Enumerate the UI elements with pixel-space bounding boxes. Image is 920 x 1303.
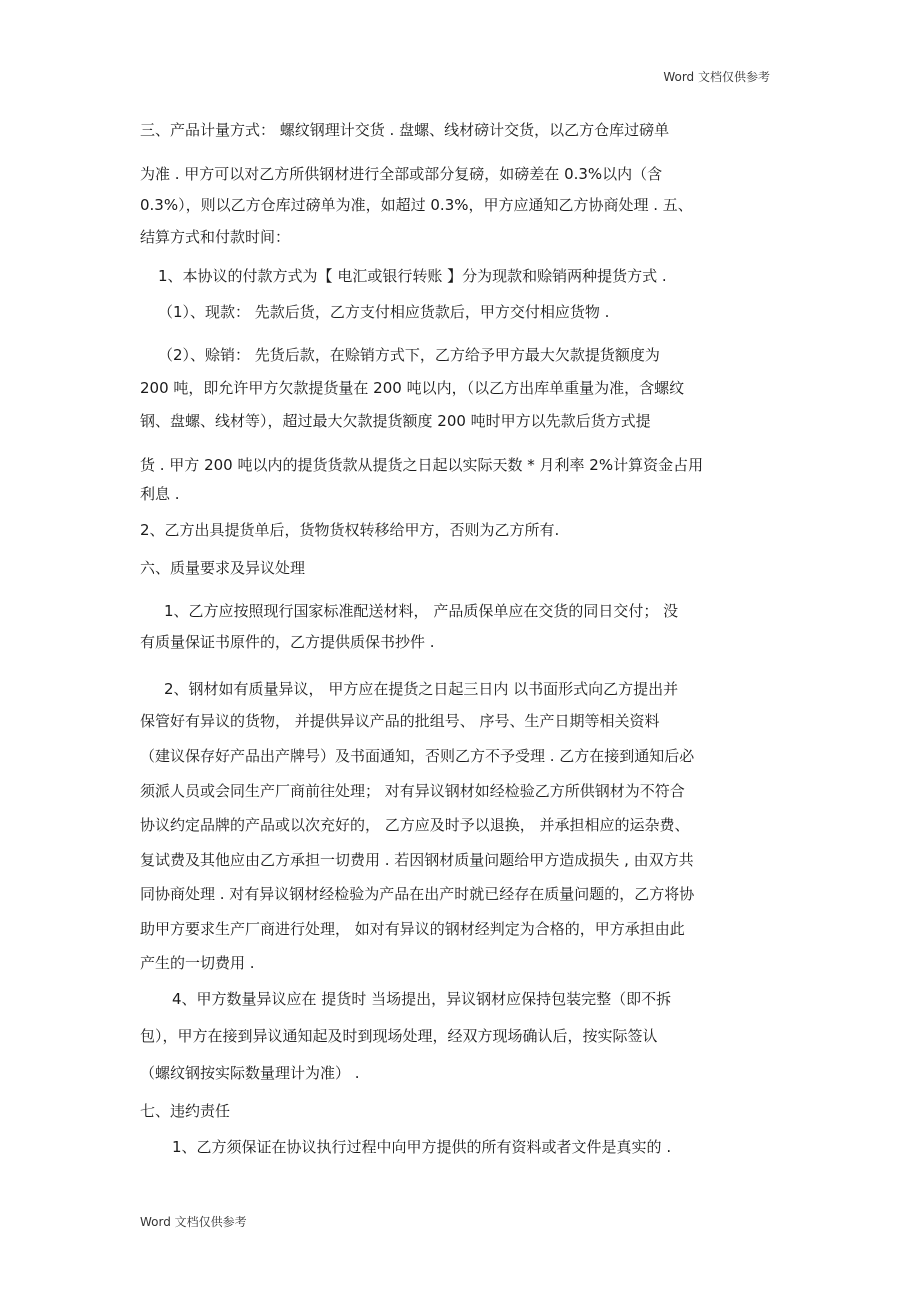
footer-note: Word 文档仅供参考 — [140, 1215, 247, 1229]
paragraph-line: 产生的一切费用 . — [140, 954, 255, 972]
paragraph-line: 协议约定品牌的产品或以次充好的， 乙方应及时予以退换， 并承担相应的运杂费、 — [140, 816, 690, 834]
paragraph-line: 2、乙方出具提货单后，货物货权转移给甲方，否则为乙方所有. — [140, 521, 560, 539]
paragraph-line: （2）、赊销： 先货后款，在赊销方式下，乙方给予甲方最大欠款提货额度为 — [158, 346, 660, 364]
paragraph-line: 有质量保证书原件的，乙方提供质保书抄件 . — [140, 633, 435, 651]
paragraph-line: 助甲方要求生产厂商进行处理， 如对有异议的钢材经判定为合格的，甲方承担由此 — [140, 920, 685, 938]
section-heading: 七、违约责任 — [140, 1102, 231, 1120]
paragraph-line: 三、产品计量方式： 螺纹钢理计交货 . 盘螺、线材磅计交货，以乙方仓库过磅单 — [140, 121, 670, 139]
paragraph-line: 结算方式和付款时间： — [140, 228, 291, 246]
paragraph-line: 钢、盘螺、线材等），超过最大欠款提货额度 200 吨时甲方以先款后货方式提 — [140, 412, 651, 430]
paragraph-line: 4、甲方数量异议应在 提货时 当场提出，异议钢材应保持包装完整（即不拆 — [172, 990, 672, 1008]
paragraph-line: 须派人员或会同生产厂商前往处理； 对有异议钢材如经检验乙方所供钢材为不符合 — [140, 782, 685, 800]
paragraph-line: （建议保存好产品出产牌号）及书面通知，否则乙方不予受理 . 乙方在接到通知后必 — [140, 747, 695, 765]
paragraph-line: 保管好有异议的货物， 并提供异议产品的批组号、 序号、生产日期等相关资料 — [140, 712, 660, 730]
paragraph-line: 2、钢材如有质量异议， 甲方应在提货之日起三日内 以书面形式向乙方提出并 — [164, 680, 679, 698]
paragraph-line: 1、乙方应按照现行国家标准配送材料， 产品质保单应在交货的同日交付； 没 — [164, 602, 679, 620]
paragraph-line: 1、乙方须保证在协议执行过程中向甲方提供的所有资料或者文件是真实的 . — [172, 1138, 672, 1156]
section-heading: 六、质量要求及异议处理 — [140, 559, 306, 577]
paragraph-line: 200 吨，即允许甲方欠款提货量在 200 吨以内，（以乙方出库单重量为准，含螺纹 — [140, 379, 685, 397]
paragraph-line: 同协商处理 . 对有异议钢材经检验为产品在出产时就已经存在质量问题的，乙方将协 — [140, 885, 695, 903]
header-note: Word 文档仅供参考 — [663, 70, 770, 84]
paragraph-line: 为准 . 甲方可以对乙方所供钢材进行全部或部分复磅，如磅差在 0.3%以内（含 — [140, 165, 663, 183]
paragraph-line: 利息 . — [140, 485, 180, 503]
paragraph-line: 包），甲方在接到异议通知起及时到现场处理，经双方现场确认后，按实际签认 — [140, 1027, 658, 1045]
paragraph-line: 1、本协议的付款方式为【 电汇或银行转账 】分为现款和赊销两种提货方式 . — [158, 267, 667, 285]
paragraph-line: 复试费及其他应由乙方承担一切费用 . 若因钢材质量问题给甲方造成损失 , 由双方共 — [140, 851, 694, 869]
paragraph-line: （螺纹钢按实际数量理计为准） . — [140, 1064, 360, 1082]
paragraph-line: （1）、现款： 先款后货，乙方支付相应货款后，甲方交付相应货物 . — [158, 303, 610, 321]
paragraph-line: 货 . 甲方 200 吨以内的提货货款从提货之日起以实际天数 * 月利率 2%计算资金占用 — [140, 456, 704, 474]
paragraph-line: 0.3%），则以乙方仓库过磅单为准，如超过 0.3%，甲方应通知乙方协商处理 . 五、 — [140, 196, 693, 214]
